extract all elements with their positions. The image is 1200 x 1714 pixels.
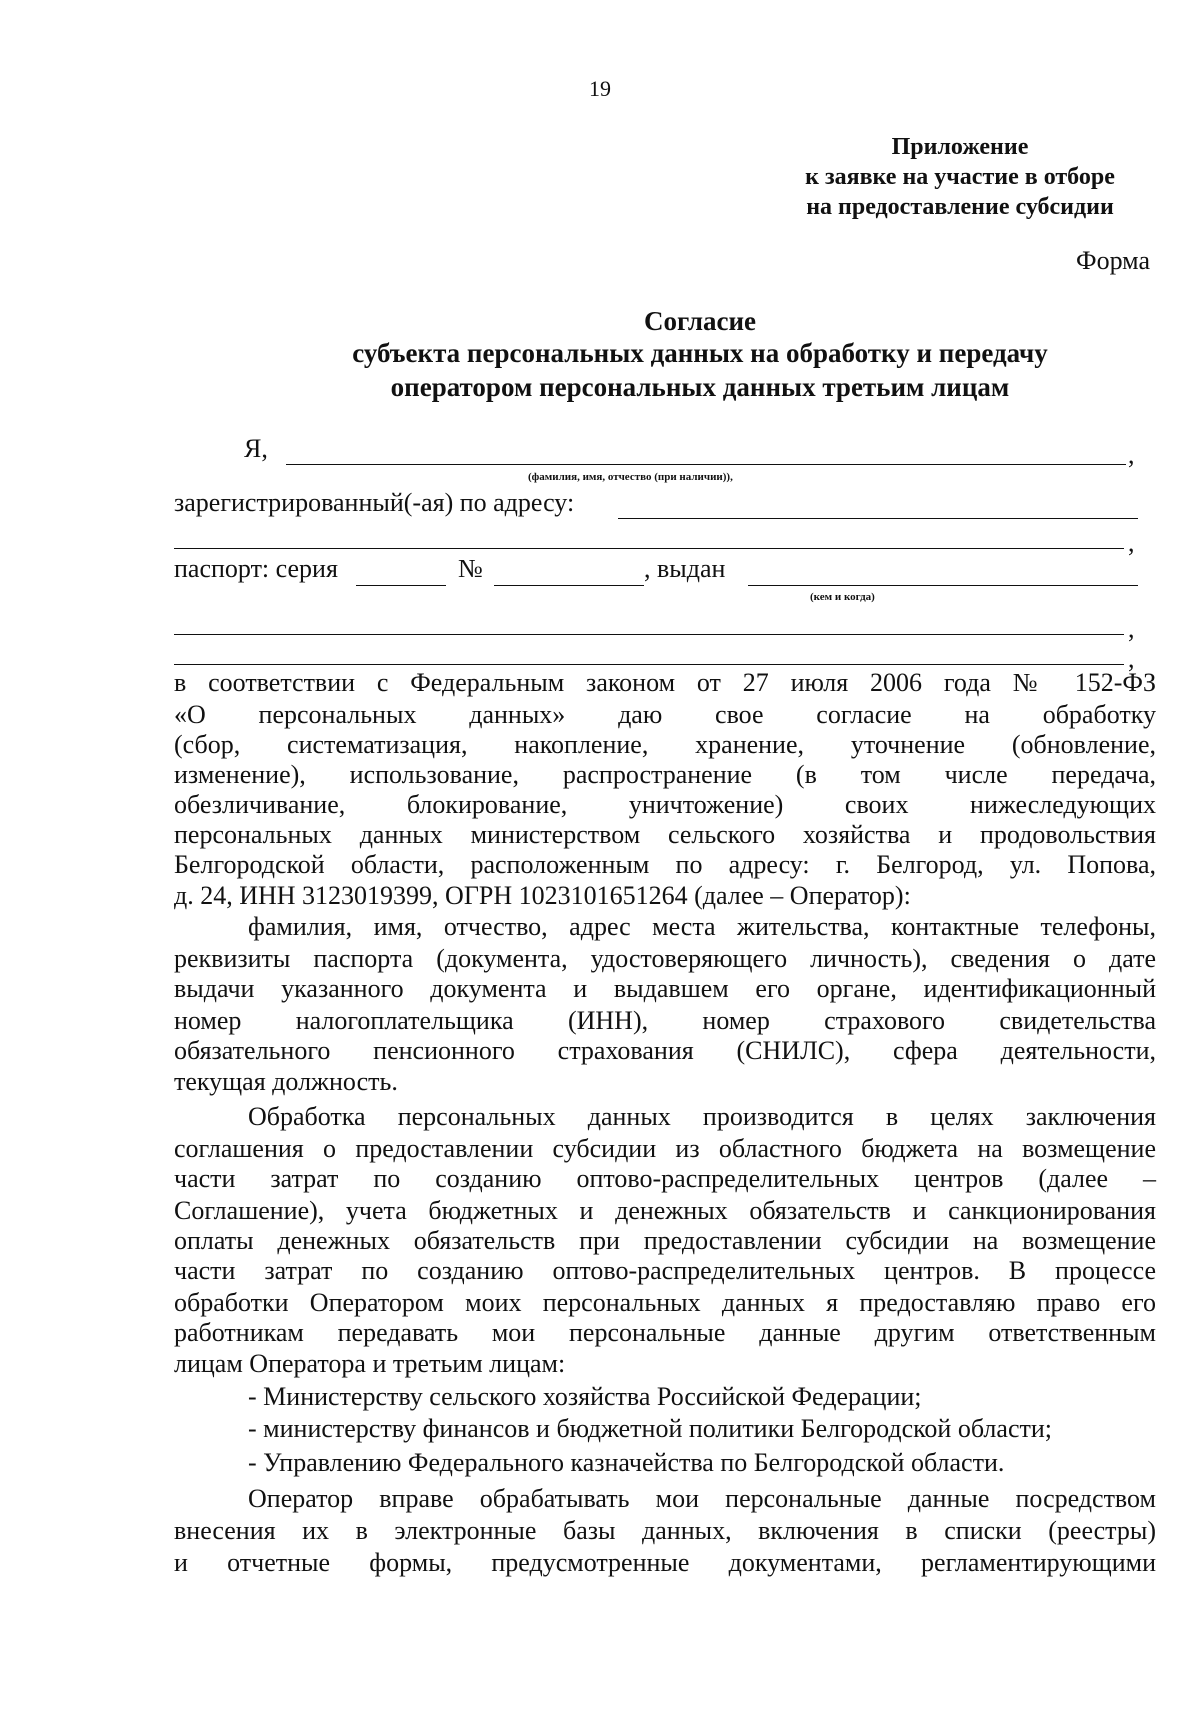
appendix-line-2: к заявке на участие в отборе [805,164,1115,190]
appendix-line-3: на предоставление субсидии [806,194,1114,220]
passport-number-label: № [458,554,483,583]
passport-series-field[interactable] [356,585,446,586]
address-label: зарегистрированный(-ая) по адресу: [174,488,575,517]
document-title: Согласие [643,306,757,336]
paragraph-1-line: персональных данных министерством сельского хозяйства и продовольствия [174,820,1156,849]
address-comma: , [1128,528,1135,557]
paragraph-1-line: обезличивание, блокирование, уничтожение) своих нижеследующих [174,790,1156,819]
paragraph-4-line: Оператор вправе обрабатывать мои персональные данные посредством [248,1484,1156,1513]
address-field[interactable] [618,518,1138,519]
form-label: Форма [1076,246,1150,275]
paragraph-3-line: соглашения о предоставлении субсидии из областного бюджета на возмещение [174,1134,1156,1163]
full-name-field[interactable] [286,464,1126,465]
issued-by-field[interactable] [748,585,1138,586]
paragraph-2-last-line: текущая должность. [174,1067,398,1096]
paragraph-2-line: номер налогоплательщика (ИНН), номер страхового свидетельства [174,1006,1156,1035]
name-comma: , [1128,440,1135,469]
paragraph-3-line: работникам передавать мои персональные данные другим ответственным [174,1318,1156,1347]
paragraph-1-line: изменение), использование, распространение (в том числе передача, [174,760,1156,789]
issued-hint: (кем и когда) [810,591,875,603]
passport-number-field[interactable] [494,585,644,586]
paragraph-1-line: «О персональных данных» даю свое согласие на обработку [174,700,1156,729]
paragraph-3-line: части затрат по созданию оптово-распределительных центров. В процессе [174,1256,1156,1285]
paragraph-3-line: Соглашение), учета бюджетных и денежных обязательств и санкционирования [174,1196,1156,1225]
list-item: - Управлению Федерального казначейства по Белгородской области. [248,1448,1005,1477]
appendix-line-1: Приложение [891,134,1029,160]
paragraph-1-line: в соответствии с Федеральным законом от 27 июля 2006 года № 152-ФЗ [174,668,1156,697]
paragraph-4-line: и отчетные формы, предусмотренные документами, регламентирующими [174,1548,1156,1577]
paragraph-2-line: реквизиты паспорта (документа, удостоверяющего личность), сведения о дате [174,944,1156,973]
paragraph-2-line: выдачи указанного документа и выдавшем его органе, идентификационный [174,974,1156,1003]
issued-label: , выдан [644,554,726,583]
issued-field-continued-1[interactable] [174,634,1124,635]
issued-field-continued-2[interactable] [174,664,1124,665]
paragraph-2-line: фамилия, имя, отчество, адрес места жительства, контактные телефоны, [248,912,1156,941]
paragraph-3-line: части затрат по созданию оптово-распределительных центров (далее – [174,1164,1156,1193]
list-item: - министерству финансов и бюджетной политики Белгородской области; [248,1414,1052,1443]
paragraph-3-line: Обработка персональных данных производится в целях заключения [248,1102,1156,1131]
address-field-continued[interactable] [174,548,1124,549]
paragraph-1-line: (сбор, систематизация, накопление, хранение, уточнение (обновление, [174,730,1156,759]
list-item: - Министерству сельского хозяйства Российской Федерации; [248,1382,922,1411]
issued-comma-2: , [1128,644,1135,673]
paragraph-3-line: обработки Оператором моих персональных данных я предоставляю право его [174,1288,1156,1317]
document-subtitle-line-1: субъекта персональных данных на обработку и передачу [352,338,1048,368]
paragraph-3-line: оплаты денежных обязательств при предоставлении субсидии на возмещение [174,1226,1156,1255]
appendix-header [700,132,1200,222]
paragraph-3-last-line: лицам Оператора и третьим лицам: [174,1349,566,1378]
paragraph-1-line: Белгородской области, расположенным по адресу: г. Белгород, ул. Попова, [174,850,1156,879]
paragraph-2-line: обязательного пенсионного страхования (СНИЛС), сфера деятельности, [174,1036,1156,1065]
issued-comma-1: , [1128,614,1135,643]
document-subtitle-line-2: оператором персональных данных третьим лицам [390,372,1010,402]
paragraph-1-last-line: д. 24, ИНН 3123019399, ОГРН 1023101651264 (далее – Оператор): [174,881,911,910]
passport-series-label: паспорт: серия [174,554,338,583]
paragraph-4-line: внесения их в электронные базы данных, включения в списки (реестры) [174,1516,1156,1545]
i-label: Я, [244,434,268,463]
full-name-hint: (фамилия, имя, отчество (при наличии)), [528,471,733,483]
page-number: 19 [589,76,611,101]
